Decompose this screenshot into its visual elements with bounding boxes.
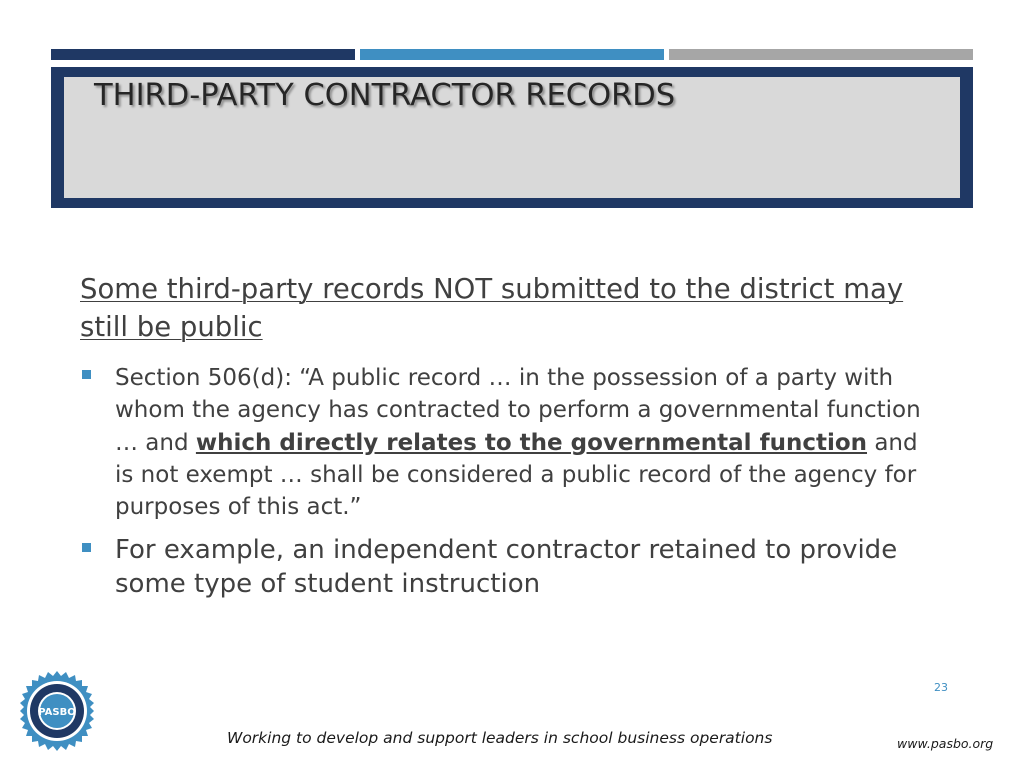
lead-statement: Some third-party records NOT submitted to the district may still be public (80, 273, 904, 343)
square-bullet-icon (82, 543, 91, 552)
bullet-item-example (80, 533, 940, 601)
footer-tagline: Working to develop and support leaders in school business operations (227, 729, 773, 747)
bullet-emphasis: which directly relates to the governmental function (195, 429, 868, 456)
bullet-text-part1: Section 506(d): “A public record … in the possession of a party with whom the agency has contracted to perform a governmental function … and (115, 365, 921, 456)
slide-title: THIRD-PARTY CONTRACTOR RECORDS (94, 78, 676, 113)
logo-text: PASBO (38, 707, 76, 718)
bullet-text: For example, an independent contractor retained to provide some type of student instruction (115, 535, 898, 600)
footer-website[interactable]: www.pasbo.org (897, 736, 994, 751)
bullet-text-part2: and is not exempt … shall be considered a public record of the agency for purposes of this act.” (115, 429, 918, 521)
pasbo-logo (14, 670, 100, 756)
slide-content (80, 270, 940, 611)
accent-bar-blue (360, 49, 664, 60)
accent-bar-gray (669, 49, 973, 60)
square-bullet-icon (82, 370, 91, 379)
page-number: 23 (934, 681, 948, 694)
bullet-item-section-506d (80, 362, 940, 523)
accent-bar-navy (51, 49, 355, 60)
